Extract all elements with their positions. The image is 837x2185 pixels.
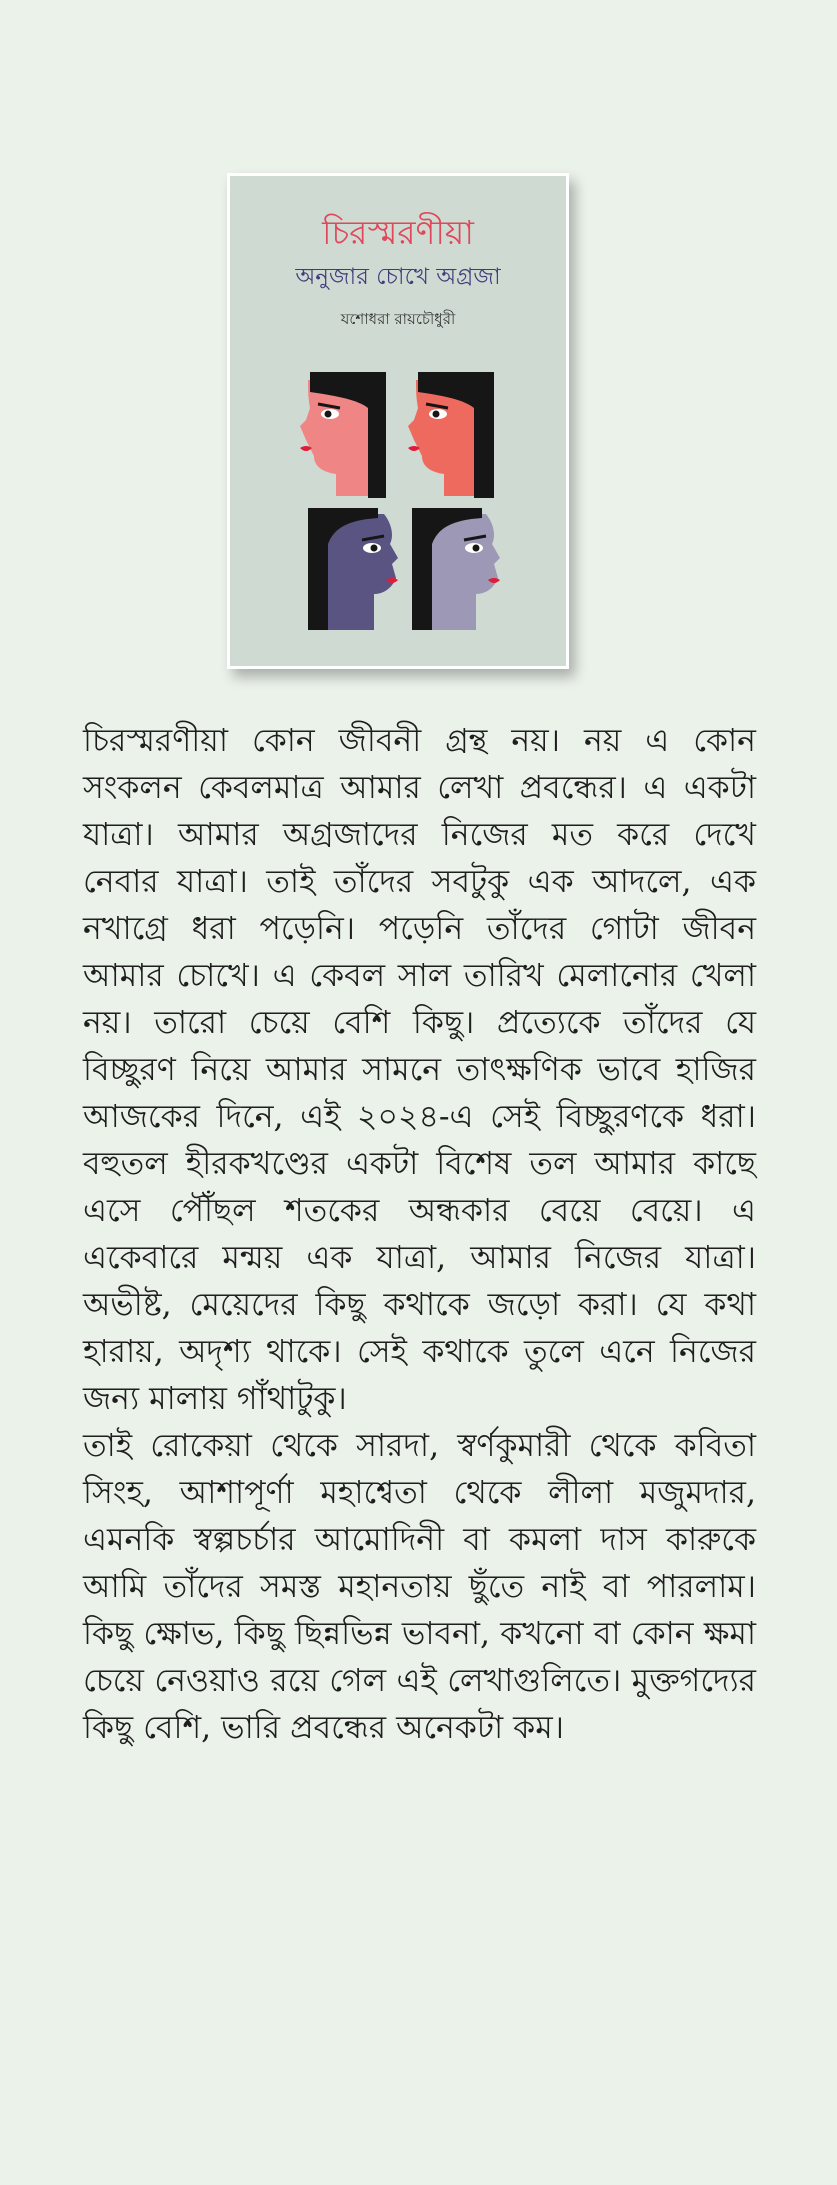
blurb-paragraph: চিরস্মরণীয়া কোন জীবনী গ্রন্থ নয়। নয় এ কোন সংকলন কেবলমাত্র আমার লেখা প্রবন্ধের। এ একটা যাত্রা। আমার অগ্রজাদের নিজের মত করে দেখে নেবার যাত্রা। তাই তাঁদের সবটুকু এক আদলে, এক নখাগ্রে ধরা পড়েনি। পড়েনি তাঁদের গোটা জীবন আমার চোখে। এ কেবল সাল তারিখ মেলানোর খেলা নয়। তারো চেয়ে বেশি কিছু। প্রত্যেকে তাঁদের যে বিচ্ছুরণ নিয়ে আমার সামনে তাৎক্ষণিক ভাবে হাজির আজকের দিনে, এই ২০২৪-এ সেই বিচ্ছুরণকে ধরা। বহুতল হীরকখণ্ডের একটা বিশেষ তল আমার কাছে এসে পৌঁছল শতকের অন্ধকার বেয়ে বেয়ে। এ একেবারে মন্ময় এক যাত্রা, আমার নিজের যাত্রা। অভীষ্ট, মেয়েদের কিছু কথাকে জড়ো করা। যে কথা হারায়, অদৃশ্য থাকে। সেই কথাকে তুলে এনে নিজের জন্য মালায় গাঁথাটুকু।: [83, 723, 756, 1417]
face-profile-icon: [408, 372, 494, 498]
cover-illustration: [288, 368, 508, 638]
cover-title: চিরস্মরণীয়া: [322, 213, 474, 252]
face-profile-icon: [308, 508, 398, 630]
face-profile-icon: [412, 508, 500, 630]
blurb-text: [83, 718, 756, 1752]
face-profile-icon: [300, 372, 386, 498]
cover-subtitle: অনুজার চোখে অগ্রজা: [295, 264, 501, 290]
blurb-paragraph: তাই রোকেয়া থেকে সারদা, স্বর্ণকুমারী থেকে কবিতা সিংহ, আশাপূর্ণা মহাশ্বেতা থেকে লীলা মজুমদার, এমনকি স্বল্পচর্চার আমোদিনী বা কমলা দাস কারুকে আমি তাঁদের সমস্ত মহানতায় ছুঁতে নাই বা পারলাম। কিছু ক্ষোভ, কিছু ছিন্নভিন্ন ভাবনা, কখনো বা কোন ক্ষমা চেয়ে নেওয়াও রয়ে গেল এই লেখাগুলিতে। মুক্তগদ্যের কিছু বেশি, ভারি প্রবন্ধের অনেকটা কম।: [83, 1428, 756, 1746]
book-cover: [227, 173, 569, 669]
cover-author: যশোধরা রায়চৌধুরী: [340, 310, 456, 328]
